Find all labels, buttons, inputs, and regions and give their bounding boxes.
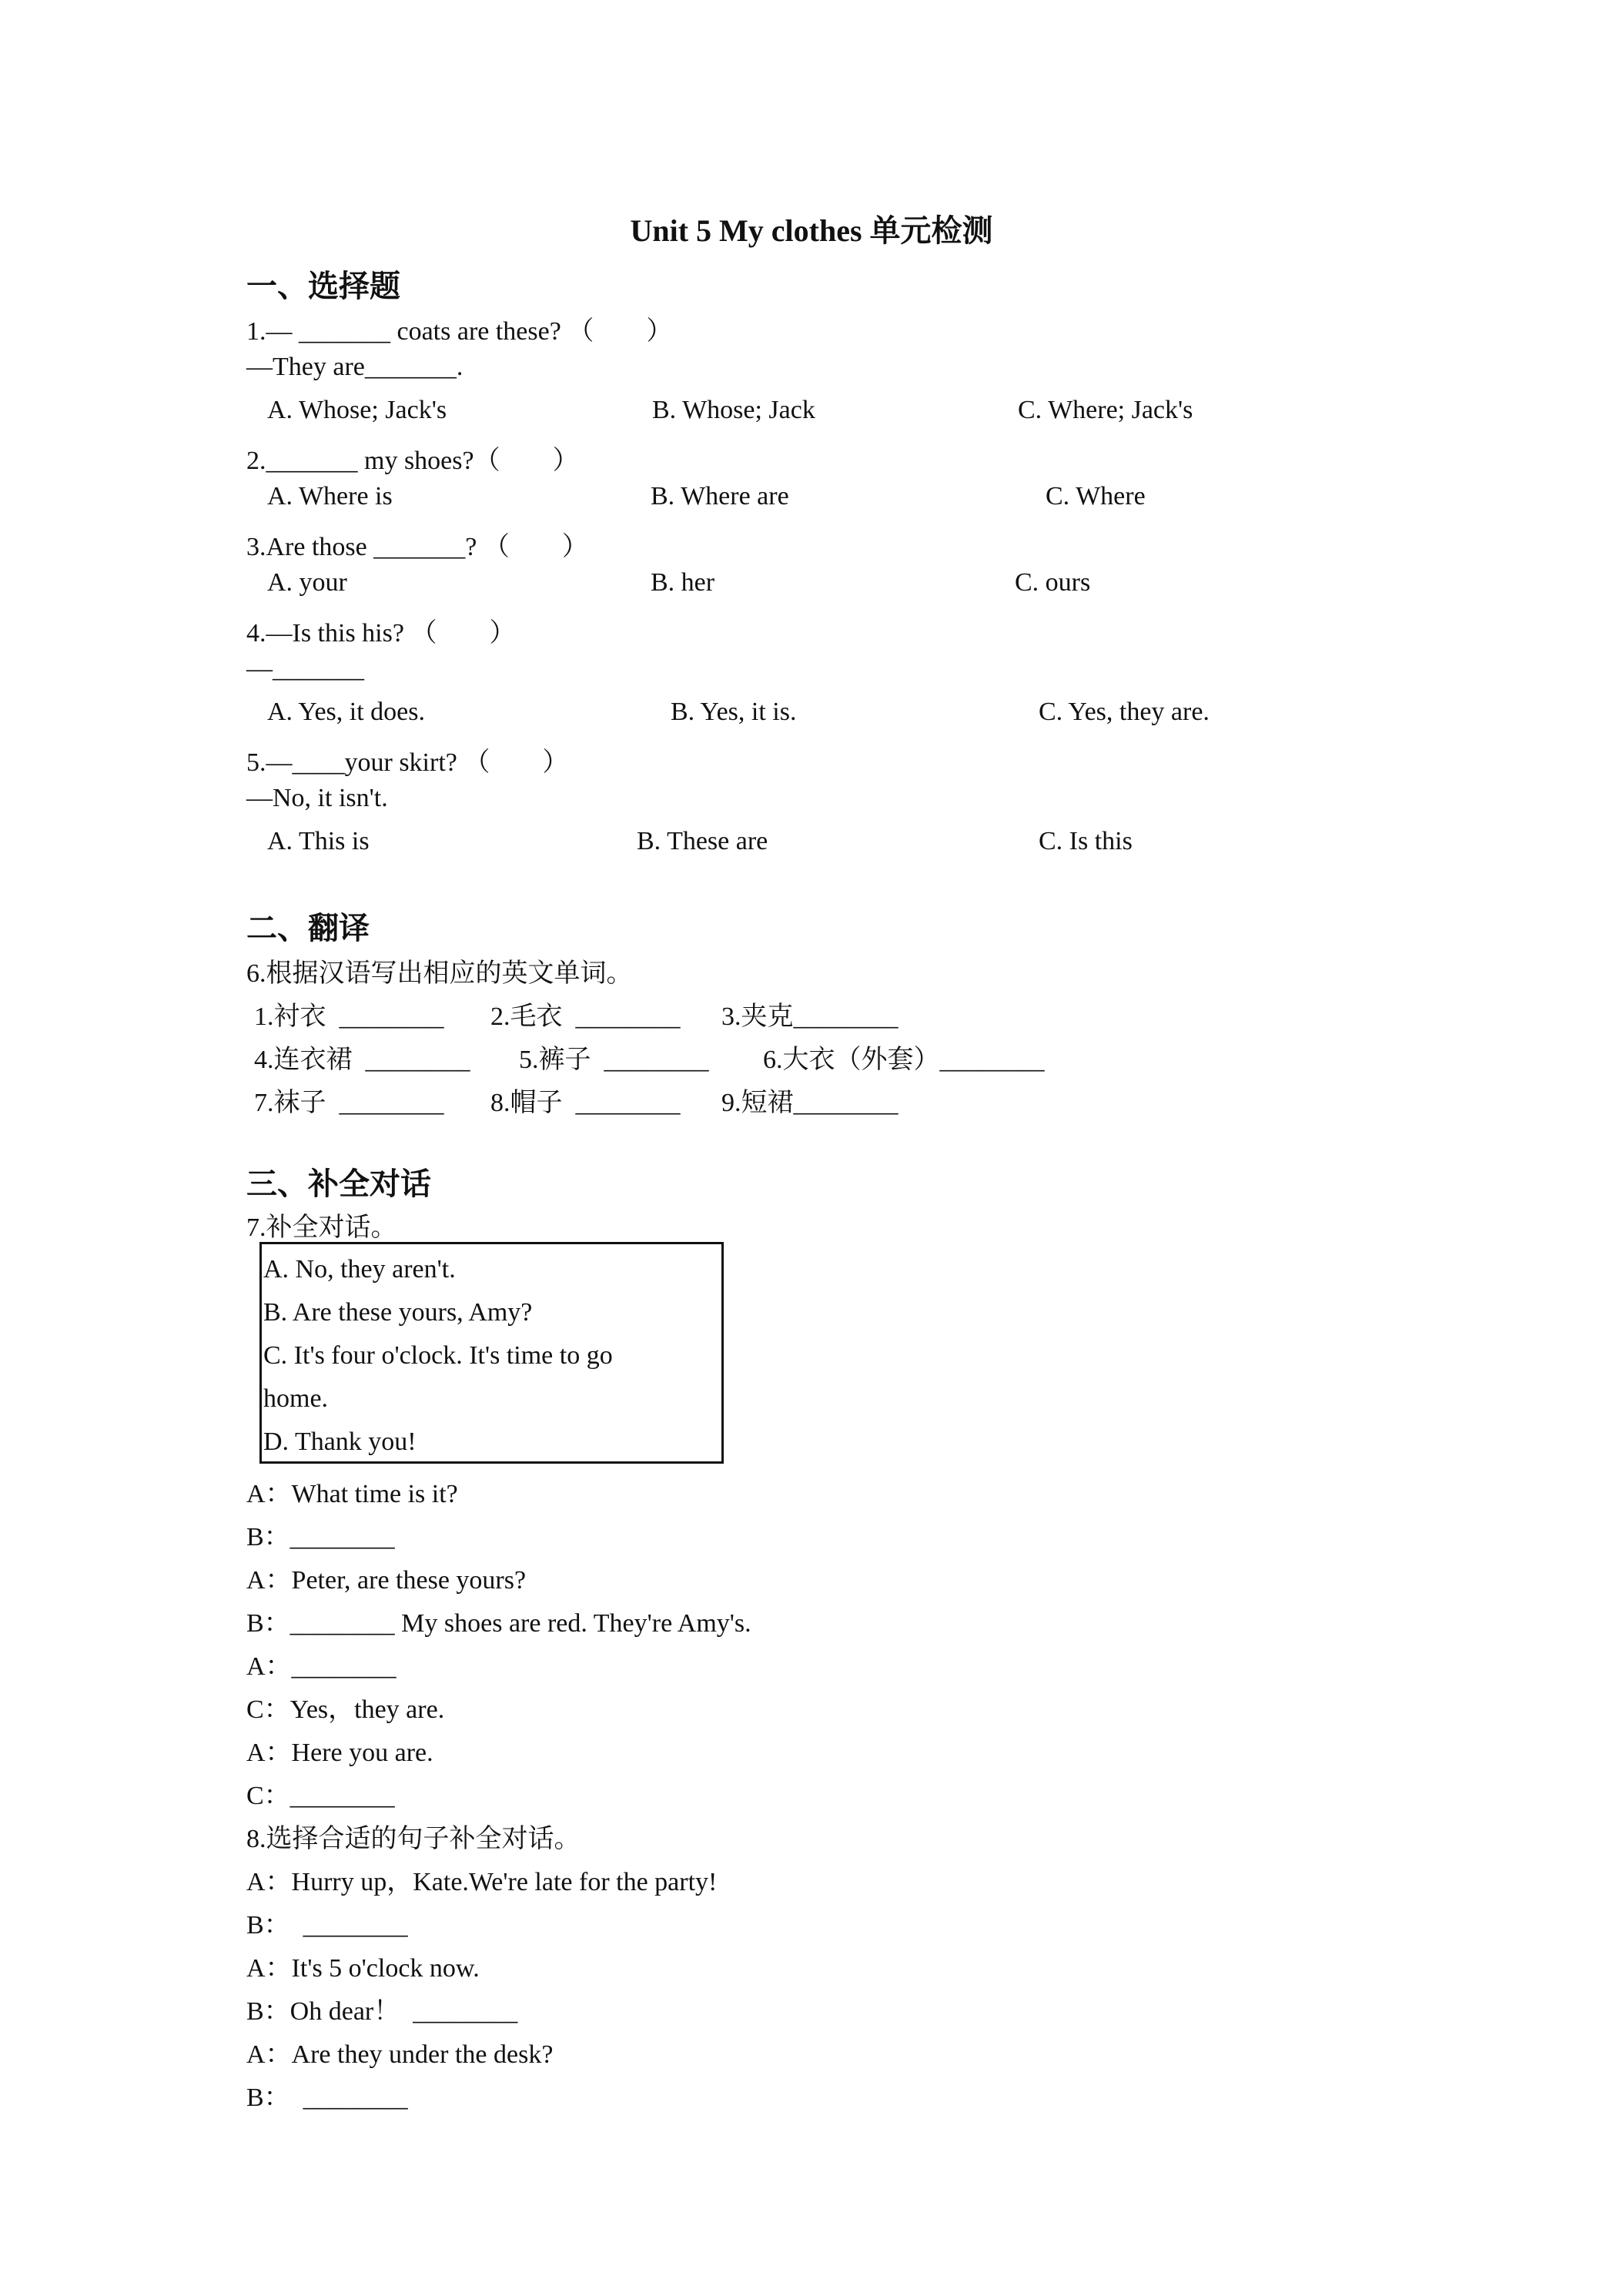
q8-dialog-line: A：Are they under the desk? bbox=[246, 2040, 554, 2069]
q8-dialog-line: B：Oh dear！ ________ bbox=[246, 1997, 518, 2026]
q6-item-9: 9.短裙________ bbox=[721, 1089, 899, 1117]
q7-dialog-line: A：________ bbox=[246, 1652, 397, 1681]
q8-dialog-line: B： ________ bbox=[246, 1911, 408, 1940]
q1-stem: 1.— _______ coats are these? （ ） bbox=[246, 317, 673, 346]
q6-item-3: 3.夹克________ bbox=[721, 1002, 899, 1031]
q7-box-option-b: B. Are these yours, Amy? bbox=[263, 1298, 533, 1327]
q7-stem: 7.补全对话。 bbox=[246, 1213, 397, 1242]
q8-dialog-line: A：Hurry up，Kate.We're late for the party! bbox=[246, 1868, 718, 1896]
q4-option-a: A. Yes, it does. bbox=[267, 698, 425, 726]
section-heading-dialogue: 三、补全对话 bbox=[246, 1166, 431, 1201]
section-heading-translation: 二、翻译 bbox=[246, 911, 370, 946]
q2-option-c: C. Where bbox=[1046, 482, 1146, 510]
q2-option-a: A. Where is bbox=[267, 482, 393, 510]
q4-option-b: B. Yes, it is. bbox=[671, 698, 797, 726]
q7-dialog-line: C：________ bbox=[246, 1782, 395, 1810]
q7-dialog-line: B：________ bbox=[246, 1523, 395, 1551]
q4-answer-line: —_______ bbox=[246, 654, 364, 683]
q3-option-c: C. ours bbox=[1015, 568, 1091, 597]
q1-option-c: C. Where; Jack's bbox=[1018, 396, 1193, 424]
q7-dialog-line: A：Peter, are these yours? bbox=[246, 1566, 527, 1595]
q7-dialog-line: A：Here you are. bbox=[246, 1739, 433, 1767]
q3-option-a: A. your bbox=[267, 568, 347, 597]
q6-item-6: 6.大衣（外套）________ bbox=[763, 1046, 1045, 1074]
q7-dialog-line: A：What time is it? bbox=[246, 1480, 458, 1508]
page-title: Unit 5 My clothes 单元检测 bbox=[630, 213, 993, 248]
q7-dialog-line: B：________ My shoes are red. They're Amy's. bbox=[246, 1609, 751, 1638]
q8-dialog-line: B： ________ bbox=[246, 2083, 408, 2112]
q6-item-8: 8.帽子 ________ bbox=[490, 1089, 681, 1117]
q6-item-7: 7.袜子 ________ bbox=[254, 1089, 444, 1117]
q2-stem: 2._______ my shoes?（ ） bbox=[246, 447, 579, 475]
q7-box-option-c-cont: home. bbox=[263, 1384, 329, 1413]
q6-item-2: 2.毛衣 ________ bbox=[490, 1002, 681, 1031]
q5-option-c: C. Is this bbox=[1039, 827, 1133, 855]
q1-option-b: B. Whose; Jack bbox=[652, 396, 815, 424]
section-heading-choice: 一、选择题 bbox=[246, 269, 400, 303]
q6-item-5: 5.裤子 ________ bbox=[519, 1046, 709, 1074]
q4-stem: 4.—Is this his? （ ） bbox=[246, 619, 516, 648]
q8-dialog-line: A：It's 5 o'clock now. bbox=[246, 1954, 480, 1983]
q5-option-b: B. These are bbox=[637, 827, 768, 855]
q3-option-b: B. her bbox=[651, 568, 715, 597]
q7-options-box bbox=[259, 1242, 724, 1464]
q6-item-4: 4.连衣裙 ________ bbox=[254, 1046, 470, 1074]
q7-box-option-a: A. No, they aren't. bbox=[263, 1255, 456, 1284]
q3-stem: 3.Are those _______? （ ） bbox=[246, 533, 588, 561]
q1-option-a: A. Whose; Jack's bbox=[267, 396, 447, 424]
q7-box-option-d: D. Thank you! bbox=[263, 1427, 417, 1456]
q1-answer-line: —They are_______. bbox=[246, 353, 463, 381]
q8-stem: 8.选择合适的句子补全对话。 bbox=[246, 1825, 581, 1853]
q2-option-b: B. Where are bbox=[651, 482, 789, 510]
q5-answer-line: —No, it isn't. bbox=[246, 784, 388, 812]
q4-option-c: C. Yes, they are. bbox=[1039, 698, 1210, 726]
q6-stem: 6.根据汉语写出相应的英文单词。 bbox=[246, 959, 633, 988]
q5-stem: 5.—____your skirt? （ ） bbox=[246, 748, 569, 777]
q5-option-a: A. This is bbox=[267, 827, 370, 855]
q7-dialog-line: C：Yes，they are. bbox=[246, 1695, 445, 1724]
q7-box-option-c: C. It's four o'clock. It's time to go bbox=[263, 1341, 613, 1370]
q6-item-1: 1.衬衣 ________ bbox=[254, 1002, 444, 1031]
